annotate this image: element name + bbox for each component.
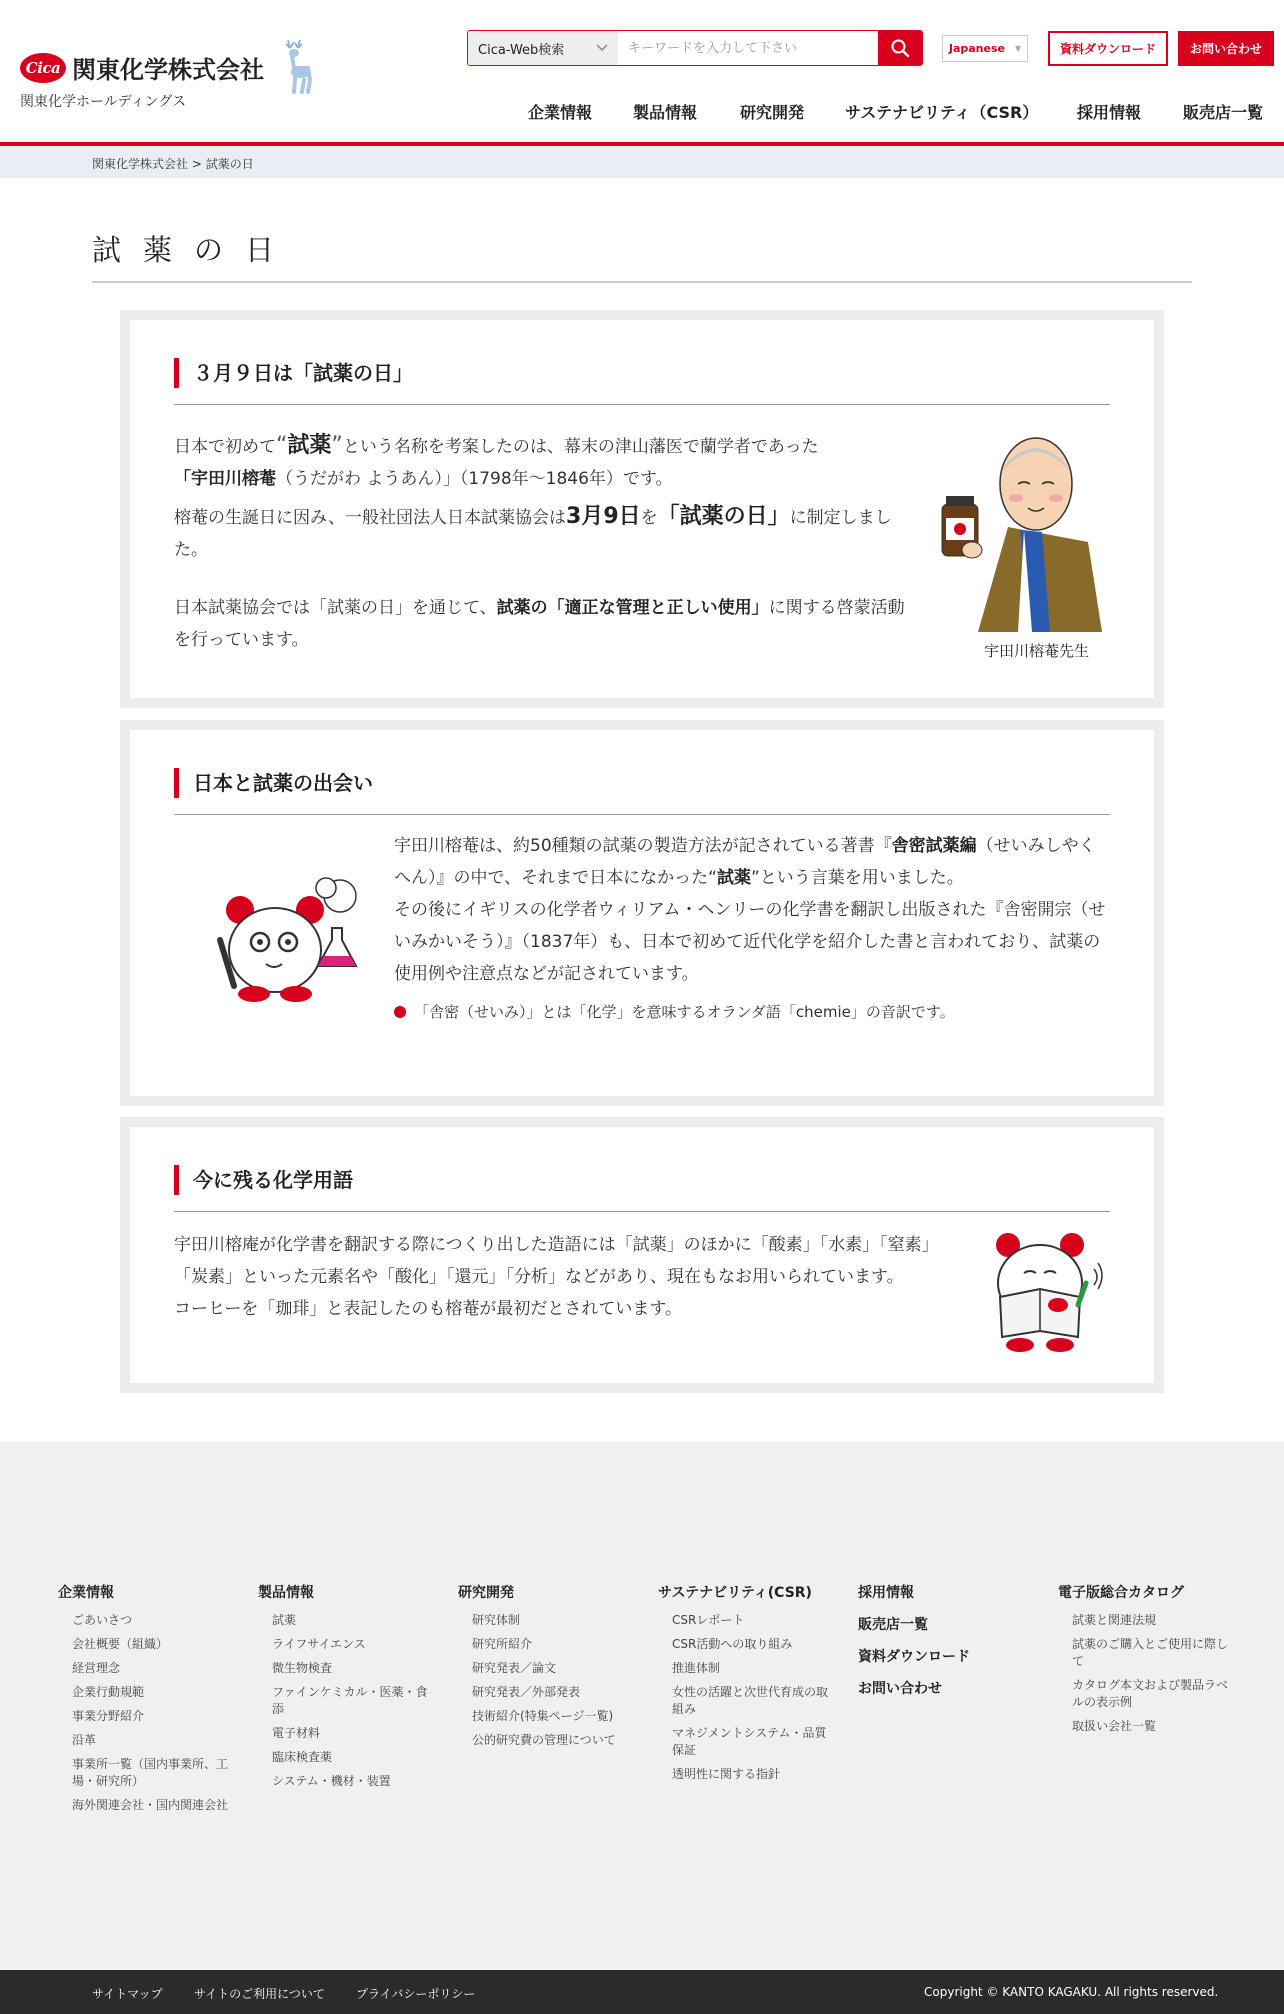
text-span: という名称を考案したのは、幕末の津山藩医で蘭学者であった xyxy=(342,437,819,457)
language-select[interactable] xyxy=(942,35,1028,62)
holdings-link[interactable]: 関東化学ホールディングス xyxy=(20,94,187,110)
section-reagent-day xyxy=(120,310,1164,708)
footer-bottom-bar xyxy=(0,1970,1284,2014)
nav-item-products[interactable]: 製品情報 xyxy=(633,103,698,122)
breadcrumb-home[interactable]: 関東化学株式会社 xyxy=(92,157,189,171)
footer-link[interactable]: 事業分野紹介 xyxy=(72,1709,145,1723)
search-button[interactable] xyxy=(878,31,922,65)
footer-link[interactable]: 研究体制 xyxy=(472,1613,521,1627)
footer-link[interactable]: 会社概要（組織） xyxy=(72,1637,169,1651)
footer-link[interactable]: CSRレポート xyxy=(672,1613,745,1627)
text-span: 試薬の「適正な管理と正しい使用」 xyxy=(496,598,769,618)
section-chemistry-terms xyxy=(120,1117,1164,1393)
text-span: 舎密試薬編 xyxy=(891,836,977,856)
nav-item-research[interactable]: 研究開発 xyxy=(740,103,805,122)
text-span: 「 xyxy=(174,469,191,489)
footer-link[interactable]: 資料ダウンロード xyxy=(858,1649,970,1665)
search-input[interactable] xyxy=(618,31,878,65)
cica-logo-mark: Cica xyxy=(20,53,66,83)
privacy-link[interactable]: プライバシーポリシー xyxy=(356,1987,476,2001)
text-span: 宇田川榕菴は、約50種類の試薬の製造方法が記されている著書『 xyxy=(394,836,892,856)
footer-link[interactable]: 公的研究費の管理について xyxy=(472,1733,616,1747)
title-divider xyxy=(92,281,1192,283)
text-span: に制定しました。 xyxy=(174,508,892,560)
footer-column-recruit xyxy=(858,1582,1028,1710)
nav-item-csr[interactable]: サステナビリティ（CSR） xyxy=(845,103,1039,122)
footer-link[interactable]: 販売店一覧 xyxy=(858,1617,928,1633)
bullet-icon xyxy=(394,1006,406,1018)
paragraph xyxy=(174,592,910,656)
text-span: （うだがわ ようあん）」（1798年〜1846年）です。 xyxy=(276,469,673,489)
footer-column-title[interactable]: 研究開発 xyxy=(458,1585,514,1601)
footer-column-title[interactable]: サステナビリティ(CSR) xyxy=(658,1585,812,1601)
footer-link[interactable]: ごあいさつ xyxy=(72,1613,133,1627)
footer-link[interactable]: 研究発表／論文 xyxy=(472,1661,557,1675)
section3-text xyxy=(174,1229,964,1325)
text-span: ”という言葉を用いました。 xyxy=(750,868,964,888)
text-span: 日本で初めて xyxy=(174,437,276,457)
footer-link[interactable]: 事業所一覧（国内事業所、工場・研究所） xyxy=(72,1757,229,1788)
footer-column-title[interactable]: 採用情報 xyxy=(858,1585,914,1601)
mascot-reading-illustration xyxy=(986,1227,1106,1357)
footer-link[interactable]: マネジメントシステム・品質保証 xyxy=(672,1726,827,1757)
search-scope-select[interactable] xyxy=(468,31,618,65)
chevron-down-icon xyxy=(596,44,608,52)
note-text: 「舎密（せいみ）」とは「化学」を意味するオランダ語「chemie」の音訳です。 xyxy=(414,1003,955,1021)
footer-column-title[interactable]: 電子版総合カタログ xyxy=(1058,1585,1184,1601)
footer-column-company xyxy=(58,1582,228,1821)
text-span: に関する啓蒙活動を行っています。 xyxy=(174,598,905,650)
caret-down-icon: ▼ xyxy=(1014,44,1022,53)
site-footer xyxy=(0,1442,1284,1970)
portrait-caption: 宇田川榕菴先生 xyxy=(984,642,1090,660)
global-nav xyxy=(0,100,1284,128)
heading-divider xyxy=(174,404,1110,405)
breadcrumb-separator: > xyxy=(188,157,206,171)
paragraph: その後にイギリスの化学者ウィリアム・ヘンリーの化学書を翻訳し出版された『舎密開宗（せいみかいそう）』（1837年）も、日本で初めて近代化学を紹介した書と言われており、試薬の使用例や注意点などが記されています。 xyxy=(394,900,1106,984)
footer-link[interactable]: 沿革 xyxy=(72,1733,97,1747)
text-span: 3月9日 xyxy=(566,504,641,529)
heading-divider xyxy=(174,1211,1110,1212)
deer-icon xyxy=(278,36,316,94)
text-span: 試薬 xyxy=(716,868,751,888)
text-span: ” xyxy=(331,433,343,458)
paragraph: 宇田川榕庵が化学書を翻訳する際につくり出した造語には「試薬」のほかに「酸素」「水素」「窒素」「炭素」といった元素名や「酸化」「還元」「分析」などがあり、現在もなお用いられています。 xyxy=(174,1235,939,1287)
footer-link[interactable]: 推進体制 xyxy=(672,1661,721,1675)
paragraph xyxy=(174,430,910,495)
footer-column-title[interactable]: 企業情報 xyxy=(58,1585,114,1601)
footer-link[interactable]: 取扱い会社一覧 xyxy=(1072,1719,1157,1733)
breadcrumb xyxy=(0,146,1284,178)
footer-link[interactable]: ファインケミカル・医薬・食添 xyxy=(272,1685,428,1716)
text-span: 試薬 xyxy=(287,433,332,458)
footer-link[interactable]: 透明性に関する指針 xyxy=(672,1767,781,1781)
text-span: 宇田川榕菴 xyxy=(191,469,276,489)
footer-link[interactable]: 技術紹介(特集ページ一覧) xyxy=(472,1709,614,1723)
paragraph xyxy=(394,830,1110,894)
site-header xyxy=(0,0,1284,146)
note xyxy=(394,996,1110,1028)
text-span: 榕菴の生誕日に因み、一般社団法人日本試薬協会は xyxy=(174,508,567,528)
search-icon xyxy=(890,38,910,58)
footer-link[interactable]: 女性の活躍と次世代育成の取組み xyxy=(672,1685,829,1716)
footer-column-csr xyxy=(658,1582,828,1790)
footer-column-title[interactable]: 製品情報 xyxy=(258,1585,314,1601)
nav-item-company[interactable]: 企業情報 xyxy=(528,103,593,122)
heading-divider xyxy=(174,814,1110,815)
footer-link[interactable]: 試薬 xyxy=(272,1613,297,1627)
footer-link[interactable]: 微生物検査 xyxy=(272,1661,333,1675)
sitemap-link[interactable]: サイトマップ xyxy=(92,1987,163,2001)
company-name: 関東化学株式会社 xyxy=(72,55,264,84)
footer-link[interactable]: カタログ本文および製品ラベルの表示例 xyxy=(1072,1678,1229,1709)
footer-column-catalog xyxy=(1058,1582,1228,1742)
footer-link[interactable]: CSR活動への取り組み xyxy=(672,1637,793,1651)
text-span: 「試薬の日」 xyxy=(657,504,790,529)
paragraph xyxy=(174,501,910,566)
footer-link[interactable]: 臨床検査薬 xyxy=(272,1750,333,1764)
footer-column-research xyxy=(458,1582,628,1756)
section-heading: 今に残る化学用語 xyxy=(174,1165,353,1195)
footer-column-products xyxy=(258,1582,428,1797)
section2-text xyxy=(394,830,1110,1028)
section1-text xyxy=(174,430,910,656)
footer-link[interactable]: 企業行動規範 xyxy=(72,1685,145,1699)
footer-link[interactable]: システム・機材・装置 xyxy=(272,1774,391,1788)
footer-link[interactable]: 研究所紹介 xyxy=(472,1637,533,1651)
text-span: “ xyxy=(276,433,288,458)
page-title: 試薬の日 xyxy=(92,233,297,267)
footer-link[interactable]: 経営理念 xyxy=(72,1661,121,1675)
language-label: Japanese xyxy=(948,42,1005,55)
footer-link[interactable]: 試薬と関連法規 xyxy=(1072,1613,1157,1627)
company-logo[interactable] xyxy=(20,50,264,85)
udagawa-portrait-illustration xyxy=(938,432,1102,632)
footer-link[interactable]: 研究発表／外部発表 xyxy=(472,1685,581,1699)
mascot-beaker-illustration xyxy=(210,870,380,1010)
copyright: Copyright © KANTO KAGAKU. All rights reserved. xyxy=(924,1985,1219,1999)
footer-link[interactable]: ライフサイエンス xyxy=(272,1637,366,1651)
paragraph: コーヒーを「珈琲」と表記したのも榕菴が最初だとされています。 xyxy=(174,1299,682,1319)
download-button[interactable]: 資料ダウンロード xyxy=(1048,31,1168,66)
section-heading: ３月９日は「試薬の日」 xyxy=(174,358,413,388)
footer-link[interactable]: お問い合わせ xyxy=(858,1681,942,1697)
footer-link[interactable]: 試薬のご購入とご使用に際して xyxy=(1072,1637,1229,1668)
text-span: を xyxy=(640,508,658,528)
section-japan-reagents xyxy=(120,720,1164,1106)
site-search xyxy=(467,30,923,66)
text-span: 日本試薬協会では「試薬の日」を通じて、 xyxy=(174,598,497,618)
section-heading: 日本と試薬の出会い xyxy=(174,768,373,798)
contact-button[interactable]: お問い合わせ xyxy=(1178,31,1274,66)
footer-link[interactable]: 海外関連会社・国内関連会社 xyxy=(72,1798,229,1812)
nav-item-recruit[interactable]: 採用情報 xyxy=(1077,103,1142,122)
footer-link[interactable]: 電子材料 xyxy=(272,1726,321,1740)
text-span: （せいみしやくへん）』の中で、それまで日本になかった“ xyxy=(394,836,1096,888)
search-scope-label: Cica-Web検索 xyxy=(478,42,565,58)
terms-link[interactable]: サイトのご利用について xyxy=(194,1987,325,2001)
breadcrumb-current: 試薬の日 xyxy=(205,157,254,171)
nav-item-dealers[interactable]: 販売店一覧 xyxy=(1183,103,1264,122)
